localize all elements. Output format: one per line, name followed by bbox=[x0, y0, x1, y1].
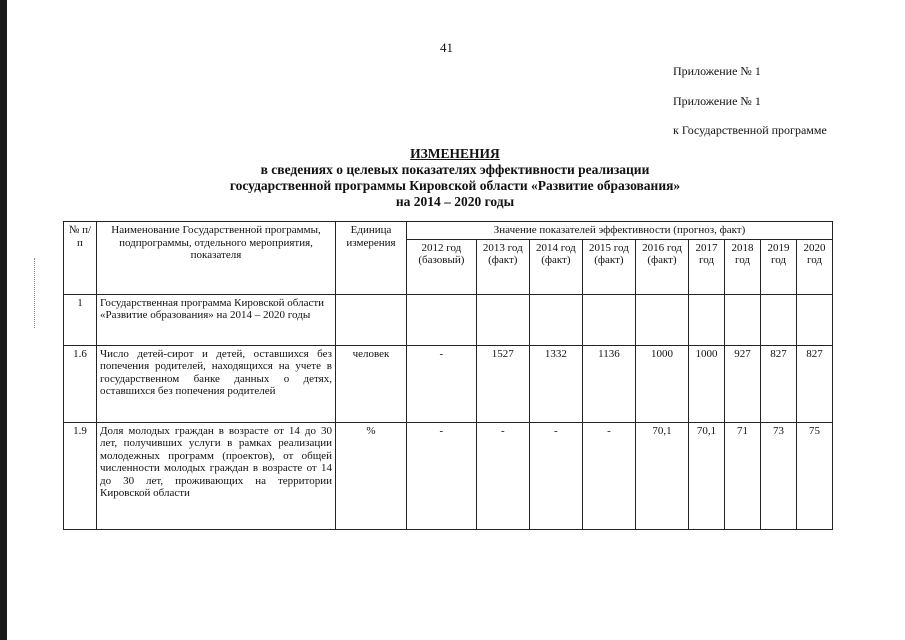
row-value: 827 bbox=[760, 345, 796, 422]
row-value: - bbox=[407, 422, 477, 529]
row-value: 827 bbox=[796, 345, 832, 422]
row-value: 73 bbox=[760, 422, 796, 529]
title-line: государственной программы Кировской области «Развитие образования» bbox=[229, 178, 681, 193]
row-value: 1000 bbox=[689, 345, 725, 422]
row-value bbox=[725, 294, 761, 345]
table-header-row bbox=[64, 222, 833, 240]
row-value: 1527 bbox=[476, 345, 529, 422]
row-name: Доля молодых граждан в возрасте от 14 до 30 лет, получивших услуги в рамках реализации молодежных программ (проектов), от общей численности молодых граждан в возрасте от 14 до 30 лет, проживающих на территории Кировской области bbox=[97, 422, 336, 529]
row-num: 1 bbox=[64, 294, 97, 345]
row-value: 1136 bbox=[582, 345, 635, 422]
row-value: 70,1 bbox=[689, 422, 725, 529]
row-value bbox=[796, 294, 832, 345]
document-title bbox=[150, 146, 760, 210]
row-value: 1332 bbox=[529, 345, 582, 422]
header-year: 2017 год bbox=[689, 239, 725, 294]
header-num: № п/п bbox=[64, 222, 97, 295]
table-row bbox=[64, 422, 833, 529]
row-num: 1.9 bbox=[64, 422, 97, 529]
row-value: 1000 bbox=[635, 345, 688, 422]
row-value bbox=[635, 294, 688, 345]
row-unit: человек bbox=[336, 345, 407, 422]
title-line: в сведениях о целевых показателях эффективности реализации bbox=[260, 162, 650, 177]
header-year: 2015 год (факт) bbox=[582, 239, 635, 294]
margin-mark bbox=[34, 258, 39, 328]
row-value bbox=[760, 294, 796, 345]
row-unit bbox=[336, 294, 407, 345]
header-unit: Единица измерения bbox=[336, 222, 407, 295]
row-value bbox=[407, 294, 477, 345]
row-value: 70,1 bbox=[635, 422, 688, 529]
scan-edge bbox=[0, 0, 7, 640]
row-value bbox=[476, 294, 529, 345]
header-name: Наименование Государственной программы, подпрограммы, отдельного мероприятия, показателя bbox=[97, 222, 336, 295]
header-values: Значение показателей эффективности (прогноз, факт) bbox=[407, 222, 833, 240]
page-number: 41 bbox=[440, 40, 453, 55]
row-unit: % bbox=[336, 422, 407, 529]
header-year: 2014 год (факт) bbox=[529, 239, 582, 294]
appendix-program-label: к Государственной программе bbox=[673, 123, 827, 137]
row-value bbox=[689, 294, 725, 345]
row-name: Государственная программа Кировской области «Развитие образования» на 2014 – 2020 годы bbox=[97, 294, 336, 345]
header-year: 2020 год bbox=[796, 239, 832, 294]
row-num: 1.6 bbox=[64, 345, 97, 422]
header-year: 2018 год bbox=[725, 239, 761, 294]
row-value: - bbox=[582, 422, 635, 529]
row-value: 71 bbox=[725, 422, 761, 529]
title-heading: ИЗМЕНЕНИЯ bbox=[410, 146, 500, 161]
header-year: 2019 год bbox=[760, 239, 796, 294]
row-value: - bbox=[529, 422, 582, 529]
header-year: 2016 год (факт) bbox=[635, 239, 688, 294]
table-row bbox=[64, 345, 833, 422]
header-year: 2012 год (базовый) bbox=[407, 239, 477, 294]
header-year: 2013 год (факт) bbox=[476, 239, 529, 294]
appendix-label: Приложение № 1 bbox=[673, 64, 761, 78]
row-value: - bbox=[407, 345, 477, 422]
row-value: 927 bbox=[725, 345, 761, 422]
row-value: - bbox=[476, 422, 529, 529]
row-value bbox=[582, 294, 635, 345]
appendix-label: Приложение № 1 bbox=[673, 94, 761, 108]
indicators-table bbox=[63, 221, 833, 530]
row-value bbox=[529, 294, 582, 345]
table-row bbox=[64, 294, 833, 345]
title-line: на 2014 – 2020 годы bbox=[395, 194, 515, 209]
row-value: 75 bbox=[796, 422, 832, 529]
row-name: Число детей-сирот и детей, оставшихся без попечения родителей, находящихся на учете в государственном банке данных о детях, оставшихся без попечения родителей bbox=[97, 345, 336, 422]
